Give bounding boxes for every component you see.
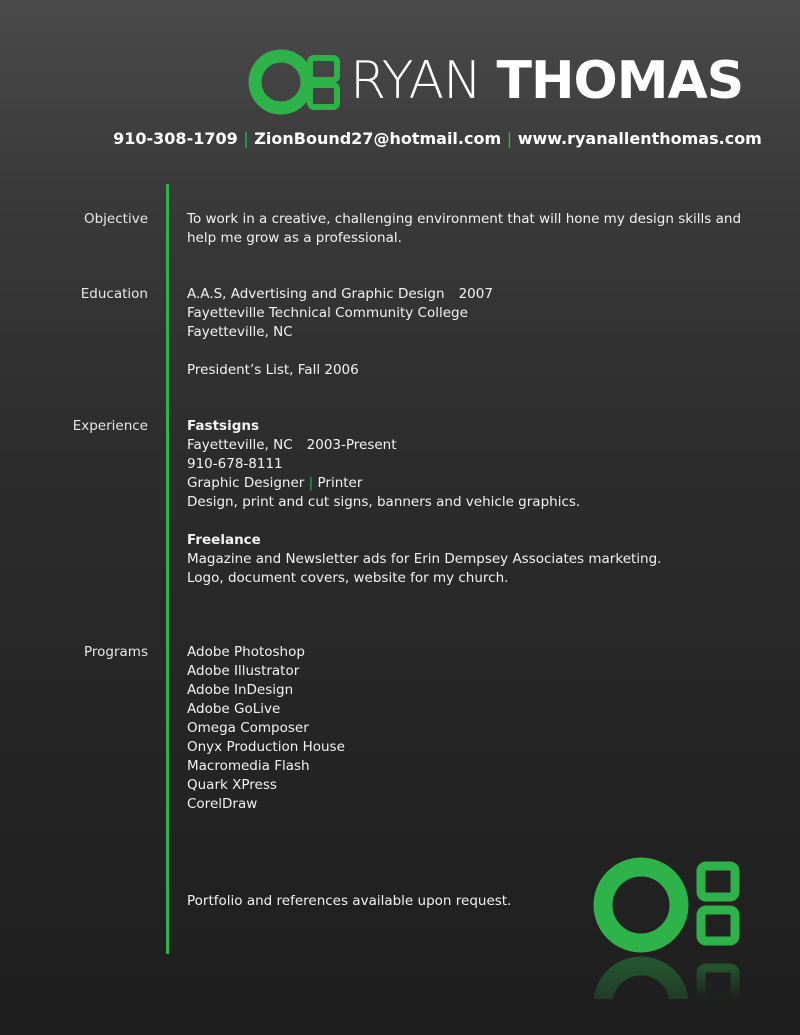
website[interactable]: www.ryanallenthomas.com (517, 129, 762, 148)
separator: | (243, 129, 249, 148)
program-item: Quark XPress (187, 777, 277, 793)
program-item: Omega Composer (187, 720, 309, 736)
footer-note: Portfolio and references available upon request. (187, 893, 512, 909)
objective-line: To work in a creative, challenging environment that will hone my design skills and (187, 211, 742, 227)
freelance-line: Magazine and Newsletter ads for Erin Dempsey Associates marketing. (187, 551, 662, 567)
program-item: CorelDraw (187, 796, 258, 812)
first-name: RYAN (350, 51, 482, 111)
last-name: THOMAS (496, 51, 744, 111)
education-block (187, 285, 493, 380)
experience-block (187, 417, 661, 588)
footer-logo-reflection-icon (592, 950, 740, 999)
vertical-divider (166, 184, 169, 954)
job-title-line (187, 474, 661, 493)
email[interactable]: ZionBound27@hotmail.com (254, 129, 502, 148)
section-label-objective: Objective (83, 211, 148, 227)
objective-line: help me grow as a professional. (187, 230, 402, 246)
programs-list (187, 643, 345, 814)
program-item: Adobe InDesign (187, 682, 294, 698)
job-phone: 910-678-8111 (187, 456, 283, 472)
separator: | (506, 129, 513, 148)
program-item: Macromedia Flash (187, 758, 310, 774)
job-location-line (187, 436, 661, 455)
job-description: Design, print and cut signs, banners and vehicle graphics. (187, 494, 581, 510)
logo-icon (247, 48, 342, 120)
program-item: Adobe Photoshop (187, 644, 305, 660)
section-label-programs: Programs (84, 644, 148, 660)
job-location: Fayetteville, NC (187, 437, 293, 453)
company-freelance: Freelance (187, 532, 261, 548)
resume-name (350, 50, 743, 112)
school-location: Fayetteville, NC (187, 324, 293, 340)
company-fastsigns: Fastsigns (187, 418, 260, 434)
honor: President’s List, Fall 2006 (187, 362, 359, 378)
freelance-line: Logo, document covers, website for my church. (187, 570, 509, 586)
section-label-experience: Experience (72, 418, 148, 434)
job-dates: 2003-Present (306, 437, 397, 453)
job-title: Graphic Designer (187, 475, 305, 491)
degree: A.A.S, Advertising and Graphic Design (187, 286, 445, 302)
section-label-education: Education (80, 286, 148, 302)
education-degree-line (187, 285, 493, 304)
footer-logo-icon (592, 855, 740, 959)
school: Fayetteville Technical Community College (187, 305, 468, 321)
phone: 910-308-1709 (113, 129, 238, 148)
job-title: Printer (317, 475, 363, 491)
program-item: Adobe Illustrator (187, 663, 300, 679)
program-item: Onyx Production House (187, 739, 345, 755)
separator: | (308, 475, 314, 491)
contact-line (0, 129, 800, 148)
objective-text (187, 210, 741, 248)
degree-year: 2007 (458, 286, 493, 302)
program-item: Adobe GoLive (187, 701, 281, 717)
